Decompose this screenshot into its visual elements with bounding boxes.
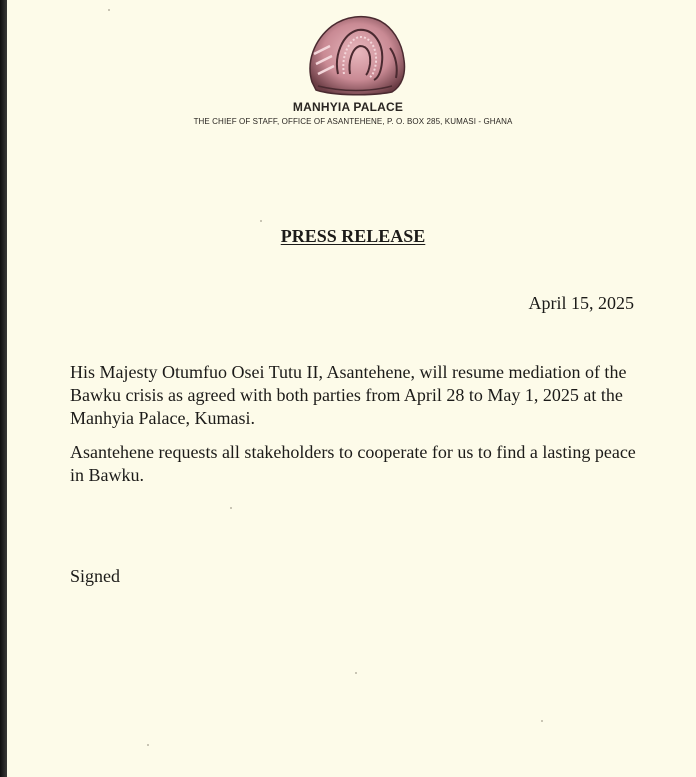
paper-speck: [230, 507, 232, 509]
page-title: PRESS RELEASE: [280, 226, 426, 246]
golden-stool-seal-icon: [298, 12, 410, 96]
paper-speck: [260, 220, 262, 222]
paper-speck: [147, 744, 149, 746]
signature-label: Signed: [70, 566, 121, 586]
paper-speck: [108, 9, 110, 11]
release-date: April 15, 2025: [528, 293, 634, 313]
body-paragraph: Asantehene requests all stakeholders to cooperate for us to find a lasting peace in Bawku.: [70, 442, 636, 485]
paper-speck: [541, 720, 543, 722]
body-paragraph: His Majesty Otumfuo Osei Tutu II, Asantehene, will resume mediation of the Bawku crisis as agreed with both parties from April 28 to May 1, 2025 at the Manhyia Palace, Kumasi.: [70, 362, 627, 428]
paper-speck: [355, 672, 357, 674]
org-name: MANHYIA PALACE: [292, 100, 404, 114]
org-address: THE CHIEF OF STAFF, OFFICE OF ASANTEHENE, P. O. BOX 285, KUMASI - GHANA: [193, 117, 513, 126]
